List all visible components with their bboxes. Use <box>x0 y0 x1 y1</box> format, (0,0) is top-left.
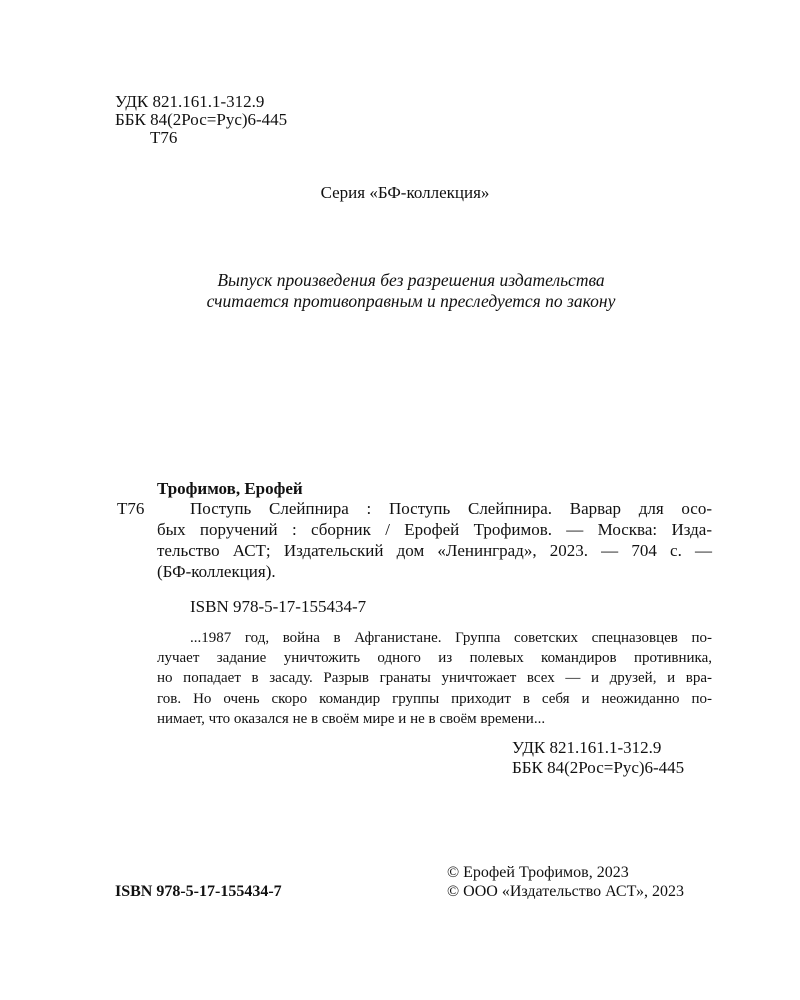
annotation-line: лучает задание уничтожить одного из полевых командиров противника, <box>157 650 712 666</box>
author-mark: Т76 <box>150 128 178 147</box>
copyright-publisher: © ООО «Издательство АСТ», 2023 <box>447 883 684 900</box>
catalog-line: бых поручений : сборник / Ерофей Трофимов. — Москва: Изда- <box>157 520 712 539</box>
catalog-author: Трофимов, Ерофей <box>157 479 303 498</box>
annotation-line: гов. Но очень скоро командир группы приходит в себя и неожиданно по- <box>157 691 712 707</box>
catalog-isbn: ISBN 978-5-17-155434-7 <box>190 597 367 616</box>
legal-notice-line: Выпуск произведения без разрешения издательства <box>217 270 605 290</box>
catalog-line: Поступь Слейпнира : Поступь Слейпнира. Варвар для осо- <box>190 499 712 518</box>
catalog-line: тельство АСТ; Издательский дом «Ленинград», 2023. — 704 с. — <box>157 541 712 560</box>
footer-bbk: ББК 84(2Рос=Рус)6-445 <box>512 758 685 777</box>
legal-notice-line: считается противоправным и преследуется по закону <box>206 291 616 311</box>
footer-udk: УДК 821.161.1-312.9 <box>512 738 662 757</box>
series-title: Серия «БФ-коллекция» <box>320 183 490 202</box>
bbk-code: ББК 84(2Рос=Рус)6-445 <box>115 110 288 129</box>
annotation-line: нимает, что оказался не в своём мире и не в своём времени... <box>157 711 546 727</box>
udk-code: УДК 821.161.1-312.9 <box>115 92 265 111</box>
annotation-line: ...1987 год, война в Афганистане. Группа советских спецназовцев по- <box>190 630 712 646</box>
footer-isbn: ISBN 978-5-17-155434-7 <box>115 883 282 900</box>
copyright-author: © Ерофей Трофимов, 2023 <box>447 864 629 881</box>
catalog-line: (БФ-коллекция). <box>157 562 276 581</box>
annotation-line: но попадает в засаду. Разрыв гранаты уничтожает всех — и друзей, и вра- <box>157 670 712 686</box>
catalog-author-mark: Т76 <box>117 499 145 518</box>
